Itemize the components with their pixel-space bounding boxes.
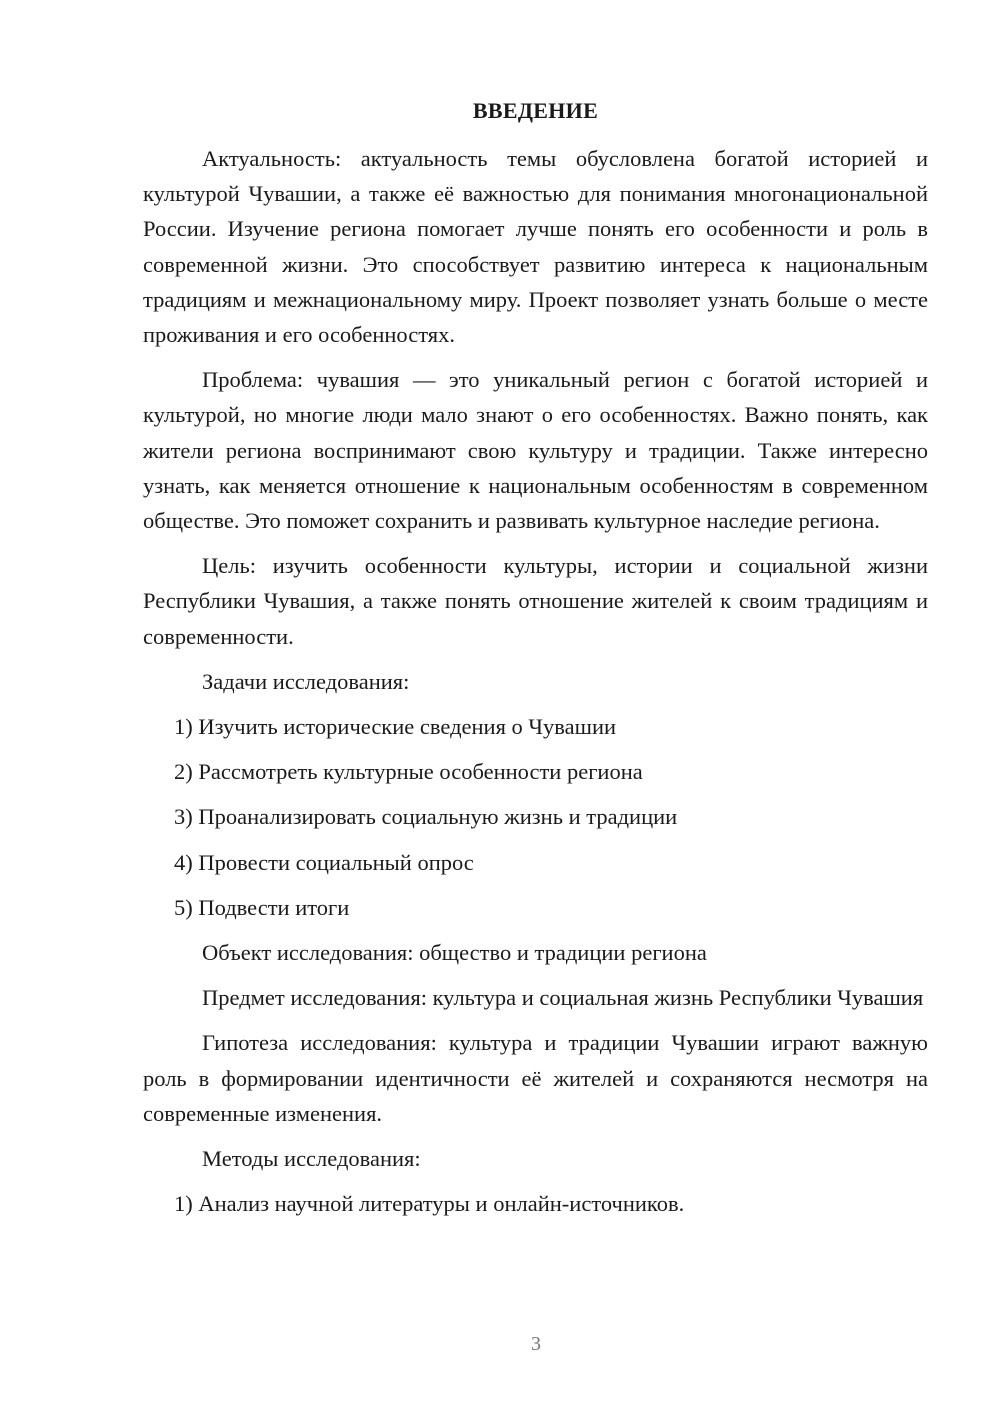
hypothesis-paragraph: Гипотеза исследования: культура и традиции Чувашии играют важную роль в формировании идентичности её жителей и сохраняются несмотря на современные изменения. xyxy=(143,1030,928,1126)
task-item: 1) Изучить исторические сведения о Чувашии xyxy=(174,714,617,740)
method-item: 1) Анализ научной литературы и онлайн-источников. xyxy=(174,1191,685,1217)
methods-heading: Методы исследования: xyxy=(202,1146,421,1172)
task-item: 2) Рассмотреть культурные особенности региона xyxy=(174,759,643,785)
document-body xyxy=(143,141,928,1231)
page-number: 3 xyxy=(531,1333,541,1355)
tasks-heading: Задачи исследования: xyxy=(202,668,410,694)
actuality-paragraph: Актуальность: актуальность темы обусловлена богатой историей и культурой Чувашии, а также её важностью для понимания многонациональной России. Изучение региона помогает лучше понять его особенности и роль в современной жизни. Это способствует развитию интереса к национальным традициям и межнациональному миру. Проект позволяет узнать больше о месте проживания и его особенностях. xyxy=(143,146,928,348)
problem-paragraph: Проблема: чувашия — это уникальный регион с богатой историей и культурой, но многие люди мало знают о его особенностях. Важно понять, как жители региона воспринимают свою культуру и традиции. Также интересно узнать, как меняется отношение к национальным особенностям в современном обществе. Это поможет сохранить и развивать культурное наследие региона. xyxy=(143,367,928,534)
object-line: Объект исследования: общество и традиции региона xyxy=(202,940,707,966)
task-item: 4) Провести социальный опрос xyxy=(174,849,474,875)
task-item: 5) Подвести итоги xyxy=(174,894,350,920)
task-item: 3) Проанализировать социальную жизнь и традиции xyxy=(174,804,678,830)
goal-paragraph: Цель: изучить особенности культуры, истории и социальной жизни Республики Чувашия, а также понять отношение жителей к своим традициям и современности. xyxy=(143,553,928,649)
page-title: ВВЕДЕНИЕ xyxy=(472,98,599,123)
subject-paragraph: Предмет исследования: культура и социальная жизнь Республики Чувашия xyxy=(202,985,924,1011)
